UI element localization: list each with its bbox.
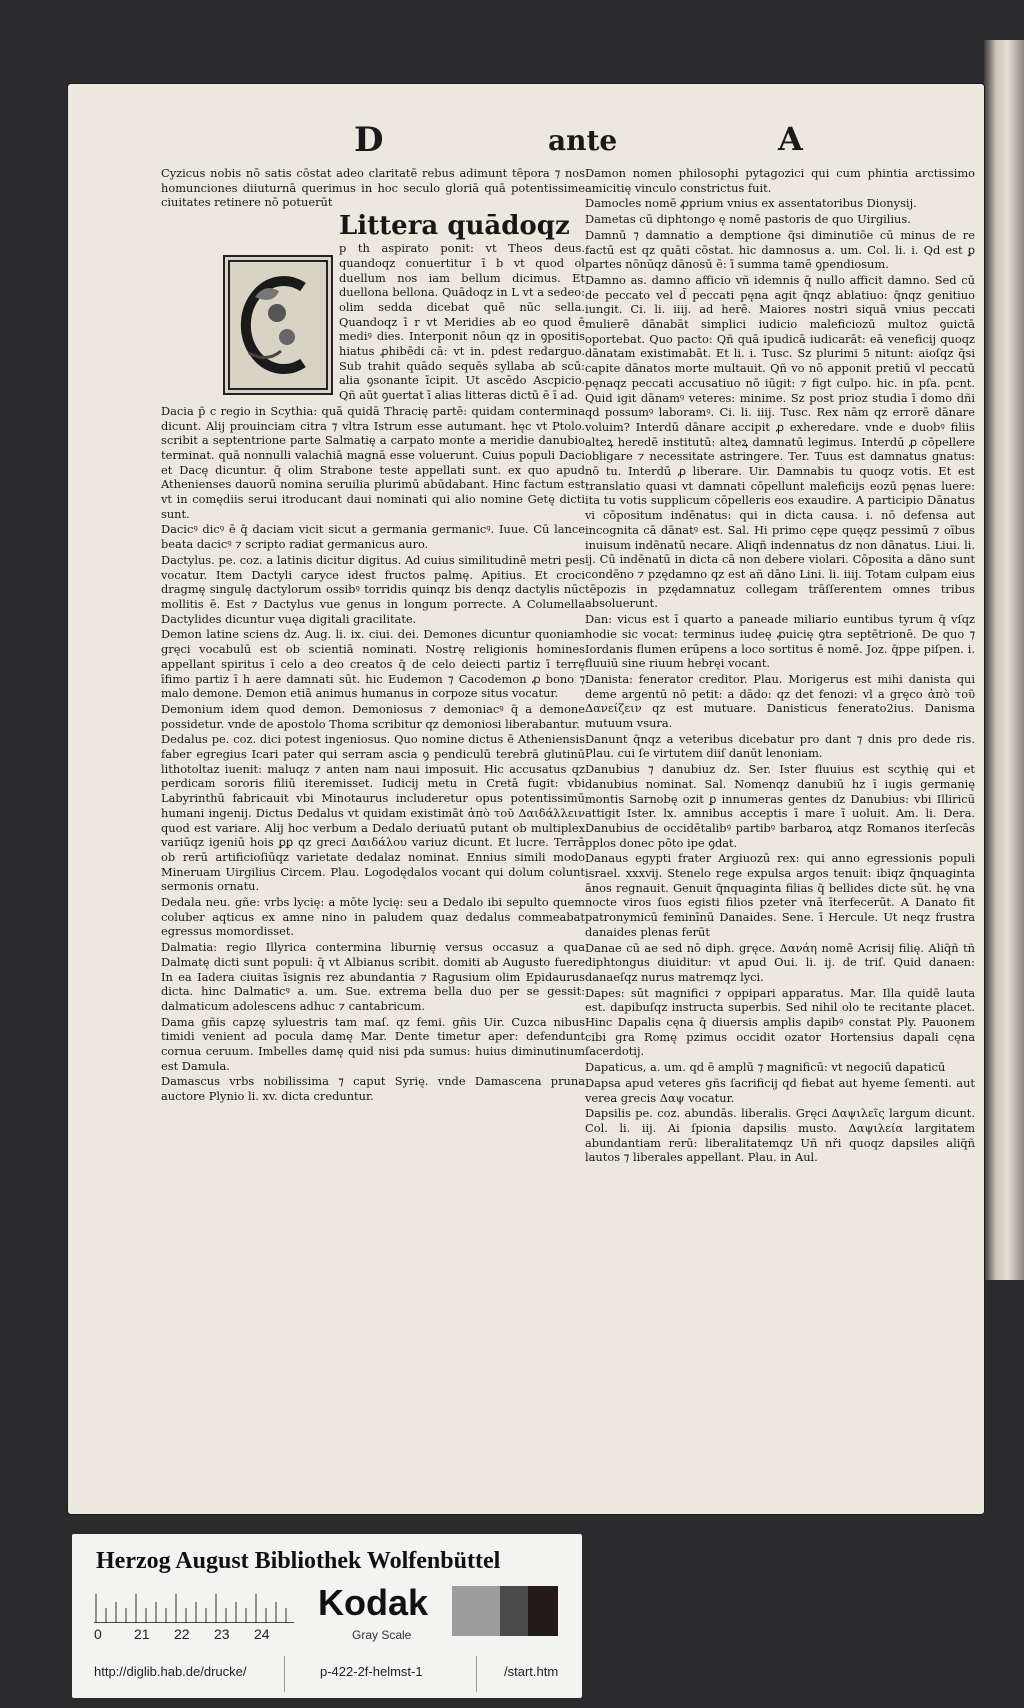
ruler-number: 24 <box>254 1626 270 1642</box>
library-name: Herzog August Bibliothek Wolfenbüttel <box>96 1548 501 1574</box>
ruler-number: 21 <box>134 1626 150 1642</box>
entry-dedala: Dedala neu. gñe: vrbs lycię: a mōte lycię: seu a Dedalo ibi sepulto quem coluber aqticus ex amne nino in paludem quaz dedalus commeabat egressus momordisset. <box>161 895 585 939</box>
entry-littera: p th aspirato ponit: vt Theos deus. quandoqz conuertitur ī b vt quod ol duellum nos iam bellum dicimus. Et duellona bellona. Quādoqz in L vt a sedeo: olim sedda dicebat quē nūc sella. Quandoqz ī r vt Meridies ab eo quod ē mediꝰ dies. Interponit nōun qz in ꝯpositis hiatus ꝓhibēdi cā: vt in. pdest redarguo. Sub trahit quādo sequēs syllaba ab scū: alia ꝯsonante īcipit. Ut ascēdo Ascpicio. Qñ aūt ꝯuertat ī alias litteras dictū ē ī ad. <box>339 241 585 403</box>
ruler-number: 22 <box>174 1626 190 1642</box>
entry-danubius: Danubius ⁊ danubiuz dz. Ser. Ister fluuius est scythię qui et danubius nominat. Sal. Nomenqz danubiū hz ī iugis germanię montis Sarnobę ozit ꝑ innumeras gentes dz Danubius: vbi Illiricū attigit Ister. lx. amnibus acceptis ī mare ī uoluit. Am. li. Dera. Danubius de occidētalibꝰ partibꝰ barbaroꝝ atqz Romanos iterſecās pplos donec pōto ipe ꝯdat. <box>585 762 975 850</box>
entry-demon: Demon latine sciens dz. Aug. li. ix. ciui. dei. Demones dicuntur quoniam gręci vocabulū est ob scientiā nominati. Nostrę religionis homines appellant spiritus ī celo a deo creatos q̄ de celo deiecti partiz ī terrę īfimo partiz ī h aere damnati sūt. hic Eudemon ⁊ Cacodemon ꝓ bono ⁊ malo demone. Demon etiā animus humanus in corpoze situs vocatur. <box>161 627 585 701</box>
header-left-letter: D <box>354 120 384 160</box>
entry-dactylus: Dactylus. pe. coz. a latinis dicitur digitus. Ad cuius similitudinē metri pes vocatur. Item Dactyli caryce idest fructos palmę. Apitius. Et croci dragmę singulę dactylorum ossibꝰ torridis quinqz bis denqz dactylis nūc mollitis ē. Est ⁊ Dactylus vue genus in longum porrecte. A Columella Dactylides dicuntur vuęa digitali gracilitate. <box>161 552 585 626</box>
entry-dacicus: Dacicꝰ dicꝰ ē q̄ daciam vicit sicut a germania germanicꝰ. Iuue. Cū lance beata dacicꝰ ⁊ scripto radiat germanicus auro. <box>161 522 585 552</box>
entry-dalmatia: Dalmatia: regio Illyrica contermina liburnię versus occasuz a qua Dalmatę dicti sunt populi: q̄ vt Albianus scribit. domiti ab Augusto fuere In ea Iadera ciuitas īsignis rez abundantia ⁊ Ragusium olim Epidaurus dicta. hinc Dalmaticꝰ a. um. Sue. extrema bella duo per se gessit: dalmaticum adolescens adhuc ⁊ cantabricum. <box>161 940 585 1013</box>
left-column <box>161 166 585 1176</box>
adjacent-page-edge <box>984 40 1024 1280</box>
section-heading: Littera quādoqz <box>339 211 570 242</box>
entry-damocles: Damocles nomē ꝓprium vnius ex assentatoribus Dionysij. <box>585 196 917 211</box>
library-color-card <box>72 1534 582 1698</box>
entry-dapes: Dapes: sūt magnifici ⁊ oppipari apparatus. Mar. Illa quidē lauta est. dapibuſqz instructa superbis. Sed nihil olo te recitante placet. Hinc Dapalis cęna q̄ diuersis amplis dapibꝰ constat Ply. Pauonem cibi gra Romę pzimus occidit ozator Hortensius dapali cęna ſacerdotij. <box>585 985 975 1059</box>
entry-damnum: Damnū ⁊ damnatio a demptione q̄si diminutiōe cū minus de re factū est qz quāti cōstat. hic damnosus a. um. Col. li. i. Qd est ꝑ partes nōnūqz dānosū ē: ī summa tamē ꝯpendiosum. <box>585 227 975 272</box>
entry-dapaticus: Dapaticus, a. um. qd ē amplū ⁊ magnificū: vt negociū dapaticū <box>585 1060 946 1075</box>
card-url: http://diglib.hab.de/drucke/ <box>94 1664 247 1679</box>
gray-patch-light <box>452 1586 500 1636</box>
entry-dacia: Dacia p̄ c regio in Scythia: quā quidā Thracię partē: quidam contermina dicunt. Alij prouinciam citra ⁊ vltra Istrum esse autumant. hęc vt Ptolo. scribit a septentrione parte Salmatię a carpato monte a meridie danubio terminat. quā nonnulli valachiā magnā esse voluerunt. Cuius populi Daci et Dacę dicuntur. q̄ olim Strabone teste appellati sunt. ex quo apud Athenienses dauorū nomina seruilia plurimū abūdabant. Hinc factum est vt in comędiis serui itroducant daui nominati qui alio nomine Getę dicti sunt. <box>161 403 585 521</box>
entry-danunt: Danunt q̄nqz a veteribus dicebatur pro dant ⁊ dnis pro dede ris. Plau. cui ſe virtutem diiſ danūt lenoniam. <box>585 731 975 761</box>
ruler-number: 0 <box>94 1626 102 1642</box>
gray-patch-black <box>528 1586 558 1636</box>
intro-paragraph: Cyzicus nobis nō satis cōstat adeo claritatē rebus adimunt tēpora ⁊ nos homunciones diiuturnā querimus in hoc seculo gloriā quā potentissime ciuitates retinere nō potuerūt <box>161 166 585 210</box>
header-right-letter: A <box>778 120 803 158</box>
entry-dedalus: Dedalus pe. coz. dici potest ingeniosus. Quo nomine dictus ē Atheniensis faber egregius Icari pater qui serram ascia ꝯ pendiculū terebrā glutinū lithotoltaz iuenit: maluqz ⁊ anten nam naui imposuit. Hic accusatus qz perdicam sororis filiū iteremisset. Iudicij metu in Cretā fugit: vbi Labyrinthū fabricauit vbi Minotaurus includeretur opus potentissimū humani ingenij. Dictus Dedalus vt quidam existimāt ἀπὸ τοῦ Δαιδάλλειν quod est variare. Alij hoc verbum a Dedalo deriuatū putant ob multiplex variūqz igeniū hois ꝑꝑ qz greci Δαιδάλου variuz dicunt. Et lucre. Terrā ob rerū artificioſiūqz varietate dedalaz nominat. Ennius simili modo Mineruam Uirgilius Circem. Plau. Logodędalos vocant qui dolum colunt sermonis ornatu. <box>161 732 585 894</box>
card-id: p-422-2f-helmst-1 <box>320 1664 423 1679</box>
decorated-initial-icon <box>223 255 333 395</box>
page-header <box>68 120 984 160</box>
entry-danista: Danista: fenerator creditor. Plau. Morigerus est mihi danista qui deme argentū nō petit: a dādo: qz det fenozi: vl a gręco ἀπὸ τοῦ Δανείζειν qz est mutuare. Danisticus fenerato2ius. Danisma mutuum vsura. <box>585 671 975 731</box>
header-center-word: ante <box>548 124 618 157</box>
book-page <box>68 84 984 1514</box>
entry-dapsilis: Dapsilis pe. coz. abundās. liberalis. Gręci Δαψιλεῖς largum dicunt. Col. li. iij. Ai ſpionia dapsilis musto. Δαψιλεία largitatem abundantiam rerū: liberalitatemqz Uñ nři quoqz dapsiles aliq̄ñ lautos ⁊ liberales appellant. Plau. in Aul. <box>585 1106 975 1165</box>
ruler-scale <box>94 1588 294 1623</box>
entry-dama: Dama gñis capzę syluestris tam maſ. qz femi. gñis Uir. Cuzca nibus timidi venient ad pocula damę Mar. Dente timetur aper: defendunt cornua ceruum. Imbelles damę quid nisi pda sumus: huius diminutinum est Damula. <box>161 1014 585 1073</box>
right-column <box>585 166 975 1176</box>
entry-danaus: Danaus egypti frater Argiuozū rex: qui anno egressionis populi israel. xxxvij. Stenelo rege expulsa argos tenuit: ibiqz q̄nquaginta ānos regnauit. Genuit q̄nquaginta filias q̄ bellides dicte sūt. hę vna nocte viros ſuos egisti filios pzeter vnā īterfecerūt. A Danato fit patronymicū feminīnū Danaides. Sene. ī Hercule. Ut neqz frustra danaides plenas ferūt <box>585 851 975 939</box>
entry-dan: Dan: vicus est ī quarto a paneade miliario euntibus tyrum q̄ vſqz hodie sic vocat: terminus iudeę ꝓuicię ꝯtra septētrionē. De quo ⁊ Iordanis flumen erūpens a loco sortitus ē nomē. Joz. q̄ppe piſpen. i. fluuiū sine riuum hebręi vocant. <box>585 612 975 671</box>
entry-danae: Danae cū ae sed nō diph. gręce. Δανάη nomē Acrisij filię. Aliq̄ñ tñ diphtongus diuiditur: vt apud Oui. li. ij. de triſ. Quid danaen: danaeſqz nurus matremqz lyci. <box>585 940 975 984</box>
kodak-logo: Kodak <box>318 1582 429 1623</box>
entry-dapsa: Dapsa apud veteres gñs ſacrificij qd fiebat aut hyeme ſementi. aut verea grecis Δαψ vocatur. <box>585 1075 975 1105</box>
gray-scale-label: Gray Scale <box>352 1628 412 1642</box>
card-divider <box>476 1656 477 1692</box>
gray-patch-dark <box>500 1586 528 1636</box>
card-start: /start.htm <box>504 1664 559 1679</box>
ruler-number: 23 <box>214 1626 230 1642</box>
entry-demonium: Demonium idem quod demon. Demoniosus ⁊ demoniacꝰ q̄ a demone possidetur. vnde de apostolo Thoma scribitur qz demoniosi liberabantur. <box>161 701 585 731</box>
entry-dametas: Dametas cū diphtongo ę nomē pastoris de quo Uirgilius. <box>585 212 911 227</box>
entry-damno: Damno as. damno afficio vñ idemnis q̄ nullo afficit damno. Sed cū de peccato vel d̄ peccati pęna agit q̄nqz ablatiuo: q̄nqz genitiuo iungit. Ci. li. iiij. ad herē. Maiores nostri siquā vnius peccati mulierē dānabāt simplici iudicio maleficiozū multoz ꝯuictā oportebat. Quo pacto: Qñ quā ipudicā iudicarāt: eā veneficij quoqz dānatam existimabāt. Et li. i. Tusc. Sz plurimi 5 nitunt: aioſqz q̄si capite dānatos morte multauit. Qñ vo nō apponit pretiū vl peccatū pęnaqz peccati accusatiuo nō iūgit: ⁊ figt culpo. hic. in pſa. pcnt. Quid igit dānamꝰ veteres: minime. Sz post prioz studia ī domo dñi qd possumꝰ laboramꝰ. Ci. li. iiij. Tusc. Rex nām qz errorē dānare voluim? Interdū dānare accipit ꝓ exheredare. vnde e duobꝰ filiis alteꝝ heredē institutū: alteꝝ damnatū legimus. Interdū ꝓ cōpellere obligare ⁊ necessitate astringere. Ter. Tuus est damnatus gnatus: nō tu. Interdū ꝓ liberare. Uir. Damnabis tu quoqz votis. Et est translatio quasi vt damnati cōpellunt maleficijs eozū pęnas luere: ita tu votis supplicum cōpelleris eos exaudire. A participio Dānatus vi cōpositum indēnatus: qui in dicta causa. i. nō defensa aut incognita cā dānatꝰ est. Sal. Hi primo cępe quęqz pessimū ⁊ oībus inuisum indēnatū necare. Aliqñ indennatus dz non dānatus. Liui. li. ij. Cū indēnatū in dicta cā non debere violari. Cōposita a dāno sunt condēno ⁊ pzędamno qz est añ dāno Lini. li. iiij. Totam culpam eius tēpozis in pzędamnatuz collegam trāſſerentem omnes tribus absoluerunt. <box>585 272 975 611</box>
card-divider <box>284 1656 285 1692</box>
entry-damascus: Damascus vrbs nobilissima ⁊ caput Syrię. vnde Damascena pruna auctore Plynio li. xv. dicta creduntur. <box>161 1074 585 1104</box>
entry-damon: Damon nomen philosophi pytagozici qui cum phintia arctissimo amicitię vinculo constrictus fuit. <box>585 166 975 195</box>
